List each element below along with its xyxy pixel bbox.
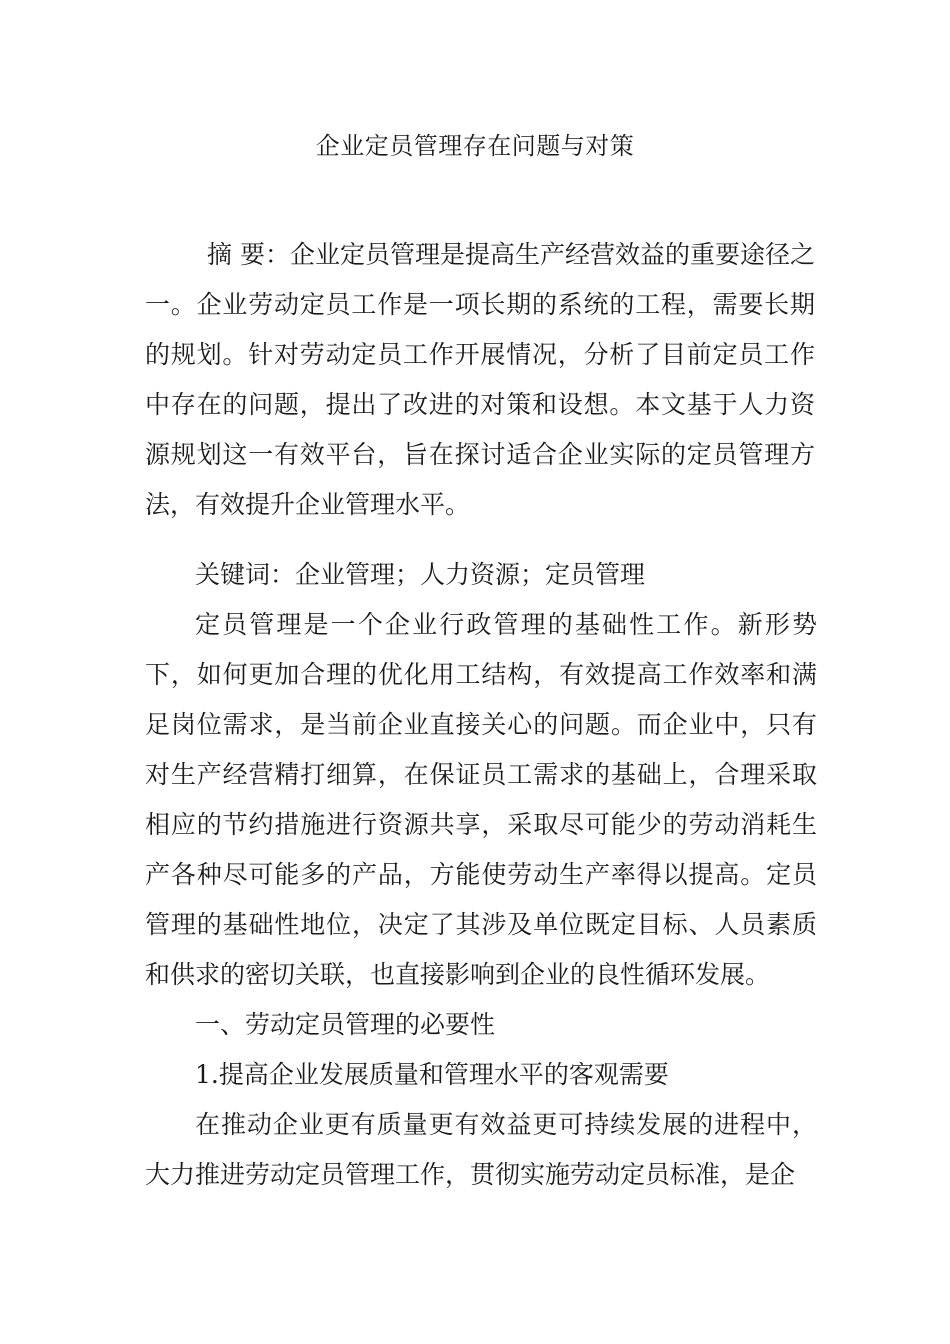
body-paragraph: 在推动企业更有质量更有效益更可持续发展的进程中，大力推进劳动定员管理工作，贯彻实施劳动定员标准，是企: [145, 1110, 817, 1189]
subsection-heading: 1.提高企业发展质量和管理水平的客观需要: [195, 1060, 669, 1089]
keywords-line: 关键词：企业管理；人力资源；定员管理: [195, 560, 646, 589]
section-heading: 一、劳动定员管理的必要性: [195, 1010, 496, 1039]
body-paragraph: 定员管理是一个企业行政管理的基础性工作。新形势下，如何更加合理的优化用工结构，有效提高工作效率和满足岗位需求，是当前企业直接关心的问题。而企业中，只有对生产经营精打细算，在保证员工需求的基础上，合理采取相应的节约措施进行资源共享，采取尽可能少的劳动消耗生产各种尽可能多的产品，方能使劳动生产率得以提高。定员管理的基础性地位，决定了其涉及单位既定目标、人员素质和供求的密切关联，也直接影响到企业的良性循环发展。: [145, 610, 817, 989]
abstract-paragraph: 摘 要：企业定员管理是提高生产经营效益的重要途径之一。企业劳动定员工作是一项长期的系统的工程，需要长期的规划。针对劳动定员工作开展情况，分析了目前定员工作中存在的问题，提出了改进的对策和设想。本文基于人力资源规划这一有效平台，旨在探讨适合企业实际的定员管理方法，有效提升企业管理水平。: [145, 240, 815, 519]
document-title: 企业定员管理存在问题与对策: [315, 132, 635, 160]
document-body: [145, 550, 817, 1200]
